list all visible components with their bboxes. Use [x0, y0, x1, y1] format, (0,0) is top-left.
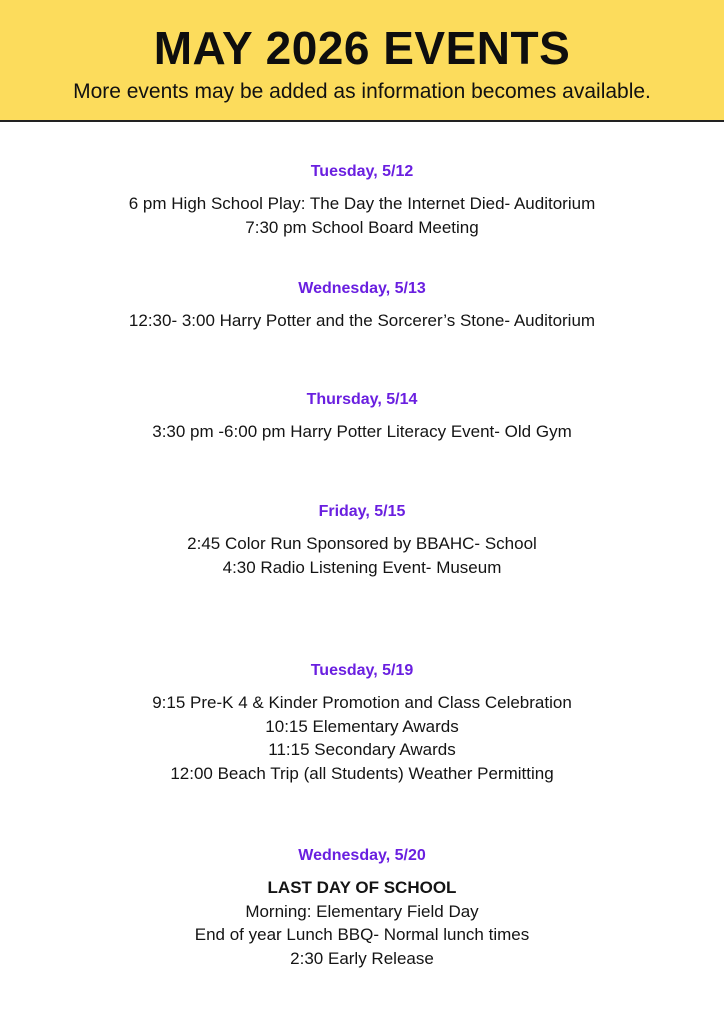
event-line: 2:30 Early Release	[290, 948, 434, 968]
event-block-tuesday-5-12	[0, 162, 724, 239]
event-line: 11:15 Secondary Awards	[268, 740, 456, 759]
event-block-friday-5-15	[0, 502, 724, 579]
event-line: End of year Lunch BBQ- Normal lunch times	[194, 925, 530, 944]
event-day-heading: Wednesday, 5/20	[298, 847, 426, 864]
event-line: 4:30 Radio Listening Event- Museum	[222, 557, 502, 577]
event-block-tuesday-5-19	[0, 661, 724, 785]
event-line: 2:45 Color Run Sponsored by BBAHC- School	[187, 534, 537, 553]
event-line: Morning: Elementary Field Day	[245, 901, 479, 921]
event-day-heading: Thursday, 5/14	[306, 391, 418, 408]
page-title: MAY 2026 EVENTS	[153, 22, 571, 74]
header-banner	[0, 0, 724, 122]
event-day-heading: Tuesday, 5/12	[310, 163, 414, 180]
event-block-wednesday-5-20	[0, 846, 724, 970]
event-line: 7:30 pm School Board Meeting	[245, 217, 479, 237]
event-line: 9:15 Pre-K 4 & Kinder Promotion and Class Celebration	[152, 693, 572, 712]
event-line: 10:15 Elementary Awards	[265, 716, 459, 736]
event-block-wednesday-5-13	[0, 279, 724, 333]
event-line: 3:30 pm -6:00 pm Harry Potter Literacy Event- Old Gym	[152, 422, 572, 441]
event-block-thursday-5-14	[0, 390, 724, 444]
last-day-of-school-label: LAST DAY OF SCHOOL	[267, 878, 457, 897]
event-day-heading: Wednesday, 5/13	[298, 280, 426, 297]
event-line: 6 pm High School Play: The Day the Internet Died- Auditorium	[128, 194, 596, 213]
event-day-heading: Friday, 5/15	[318, 503, 406, 520]
event-line: 12:00 Beach Trip (all Students) Weather Permitting	[170, 763, 554, 783]
page-subtitle: More events may be added as information becomes available.	[73, 80, 651, 103]
event-day-heading: Tuesday, 5/19	[310, 662, 414, 679]
event-line: 12:30- 3:00 Harry Potter and the Sorcerer’s Stone- Auditorium	[128, 311, 596, 330]
